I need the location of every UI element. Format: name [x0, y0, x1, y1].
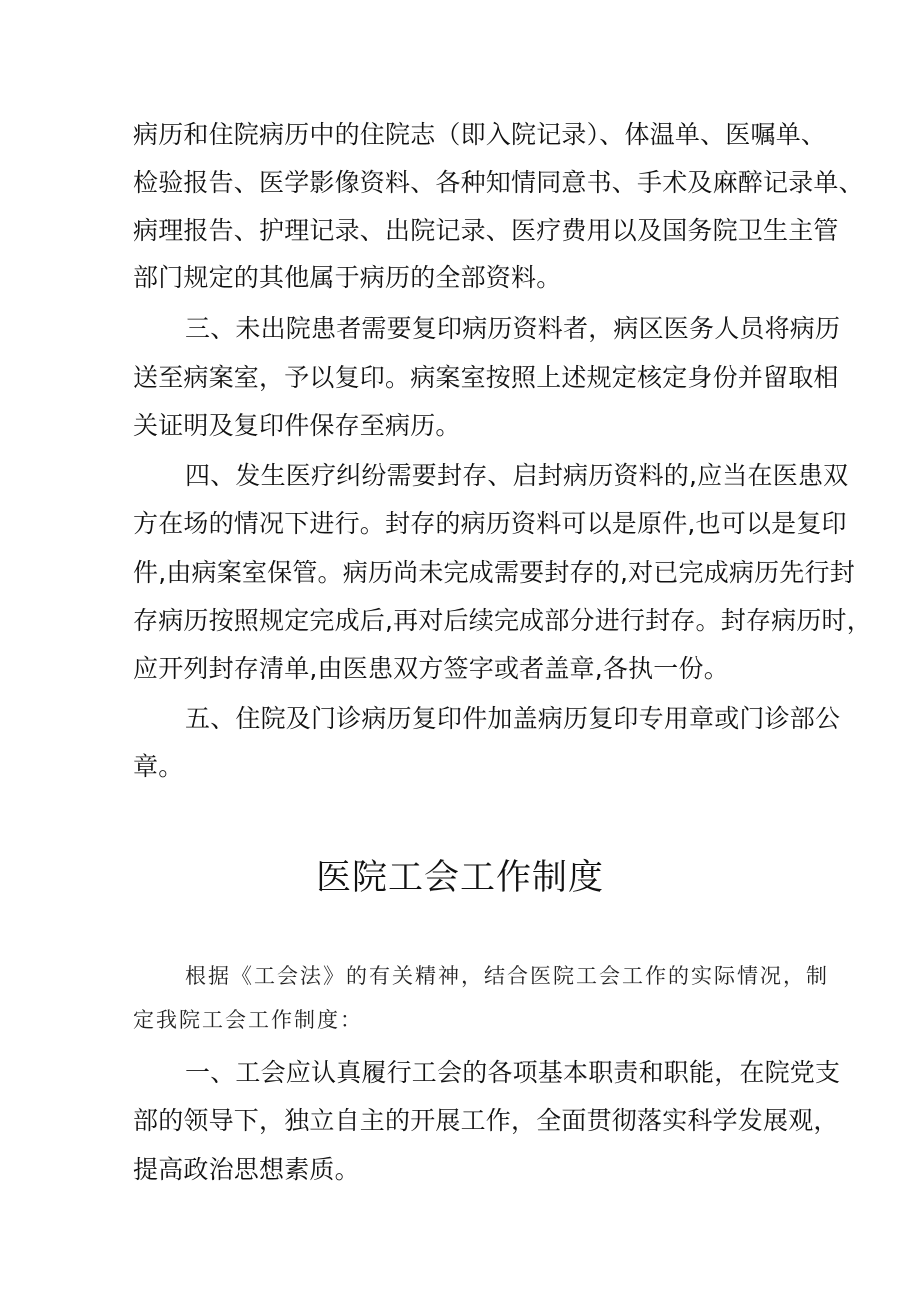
- paragraph-line: 四、发生医疗纠纷需要封存、启封病历资料的,应当在医患双: [185, 461, 849, 490]
- paragraph-line: 三、未出院患者需要复印病历资料者，病区医务人员将病历: [185, 314, 841, 343]
- paragraph-line: 存病历按照规定完成后,再对后续完成部分进行封存。封存病历时，: [133, 606, 872, 635]
- paragraph-line: 提高政治思想素质。: [133, 1155, 360, 1184]
- paragraph-line: 五、住院及门诊病历复印件加盖病历复印专用章或门诊部公: [185, 704, 841, 733]
- section-title: 医院工会工作制度: [315, 858, 604, 898]
- paragraph-line: 部的领导下，独立自主的开展工作，全面贯彻落实科学发展观，: [133, 1106, 839, 1135]
- paragraph-line: 部门规定的其他属于病历的全部资料。: [133, 263, 562, 292]
- paragraph-line: 章。: [133, 752, 184, 781]
- intro-line: 根据《工会法》的有关精神，结合医院工会工作的实际情况，制: [185, 964, 829, 988]
- paragraph-line: 方在场的情况下进行。封存的病历资料可以是原件,也可以是复印: [133, 509, 847, 538]
- paragraph-line: 送至病案室，予以复印。病案室按照上述规定核定身份并留取相: [133, 363, 839, 392]
- paragraph-line: 病理报告、护理记录、出院记录、医疗费用以及国务院卫生主管: [133, 216, 839, 245]
- paragraph-line: 病历和住院病历中的住院志（即入院记录）、体温单、医嘱单、: [133, 120, 827, 149]
- paragraph-line: 一、工会应认真履行工会的各项基本职责和职能，在院党支: [185, 1058, 841, 1087]
- paragraph-line: 件,由病案室保管。病历尚未完成需要封存的,对已完成病历先行封: [133, 558, 855, 587]
- paragraph-line: 检验报告、医学影像资料、各种知情同意书、手术及麻醉记录单、: [133, 168, 864, 197]
- intro-line: 定我院工会工作制度：: [133, 1008, 363, 1032]
- paragraph-line: 关证明及复印件保存至病历。: [133, 411, 461, 440]
- paragraph-line: 应开列封存清单,由医患双方签字或者盖章,各执一份。: [133, 654, 729, 683]
